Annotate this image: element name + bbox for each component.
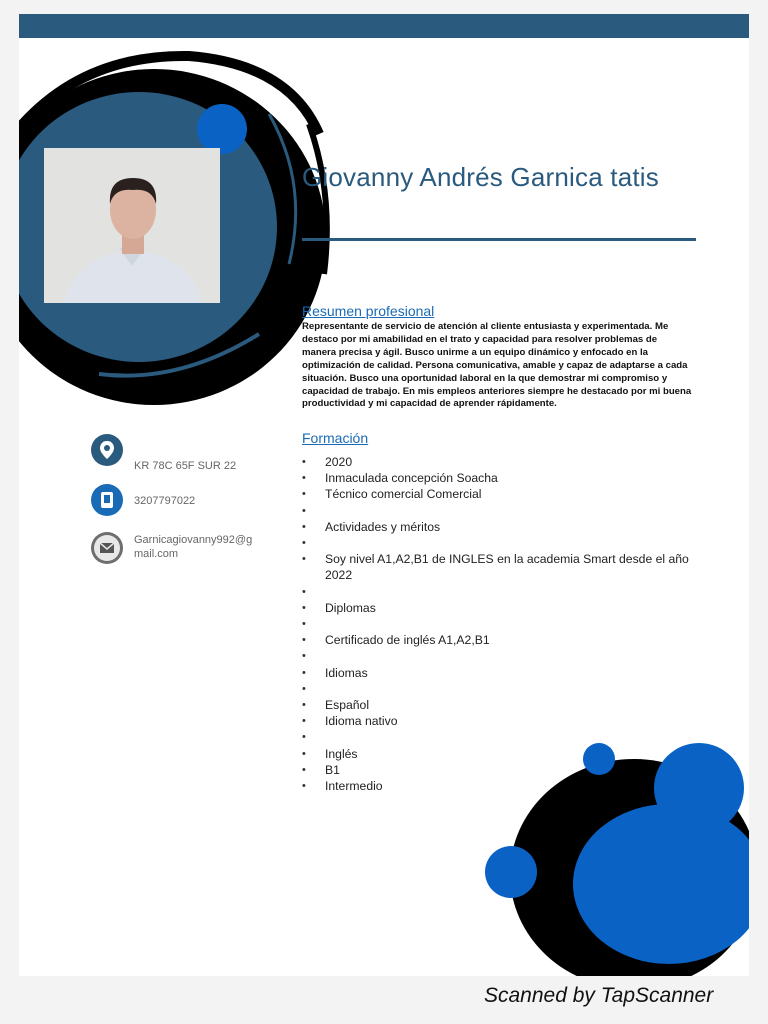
email-line: mail.com xyxy=(134,548,179,560)
email-line: Garnicagiovanny992@g xyxy=(134,534,253,546)
list-item: • Inglés xyxy=(302,746,712,762)
list-item: • 2020 xyxy=(302,454,712,470)
person-portrait xyxy=(44,148,220,303)
mail-icon xyxy=(91,532,123,564)
phone-icon xyxy=(91,484,123,516)
location-pin-icon xyxy=(91,434,123,466)
list-item xyxy=(302,648,712,664)
list-item: • Certificado de inglés A1,A2,B1 xyxy=(302,632,712,648)
list-item: • Diplomas xyxy=(302,600,712,616)
summary-line: optimización de calidad. Persona comunicativa, amable y capaz de adaptarse a cada xyxy=(302,359,688,371)
list-item xyxy=(302,584,712,600)
profile-photo xyxy=(44,148,220,303)
list-item xyxy=(302,535,712,551)
address-text: KR 78C 65F SUR 22 xyxy=(134,460,237,472)
summary-line: capacidad de trabajo. En mis empleos anteriores siempre he destacado por mi buena xyxy=(302,385,692,397)
summary-line: manera precisa y ágil. Busco unirme a un equipo dinámico y enfocado en la xyxy=(302,346,649,358)
candidate-name: Giovanny Andrés Garnica tatis xyxy=(302,162,659,192)
summary-title: Resumen profesional xyxy=(302,303,435,319)
list-item xyxy=(302,503,712,519)
scanner-watermark: Scanned by TapScanner xyxy=(484,984,714,1007)
list-item: • B1 xyxy=(302,762,712,778)
list-item: • Idioma nativo xyxy=(302,713,712,729)
education-title: Formación xyxy=(302,430,369,446)
resume-page xyxy=(19,14,749,976)
summary-line: Representante de servicio de atención al cliente entusiasta y experimentada. Me xyxy=(302,321,669,332)
list-item: • Soy nivel A1,A2,B1 de INGLES en la academia Smart desde el año 2022 xyxy=(302,551,712,583)
summary-line: productividad y mi capacidad de aprender rápidamente. xyxy=(302,398,557,410)
list-item: • Idiomas xyxy=(302,665,712,681)
list-item: • Inmaculada concepción Soacha xyxy=(302,470,712,486)
name-divider xyxy=(302,238,696,241)
list-item: • Actividades y méritos xyxy=(302,519,712,535)
list-item: • Intermedio xyxy=(302,778,712,794)
email-text xyxy=(134,533,252,561)
education-list xyxy=(302,454,712,794)
summary-line: destaco por mi amabilidad en el trato y capacidad para resolver problemas de xyxy=(302,333,658,345)
summary-line: situación. Busco una oportunidad laboral en la que demostrar mi compromiso y xyxy=(302,372,668,384)
summary-text xyxy=(302,321,702,411)
list-item xyxy=(302,616,712,632)
list-item: • Técnico comercial Comercial xyxy=(302,486,712,502)
list-item xyxy=(302,729,712,745)
small-blue-dot xyxy=(197,104,247,154)
list-item xyxy=(302,681,712,697)
phone-text: 3207797022 xyxy=(134,495,196,507)
list-item: • Español xyxy=(302,697,712,713)
